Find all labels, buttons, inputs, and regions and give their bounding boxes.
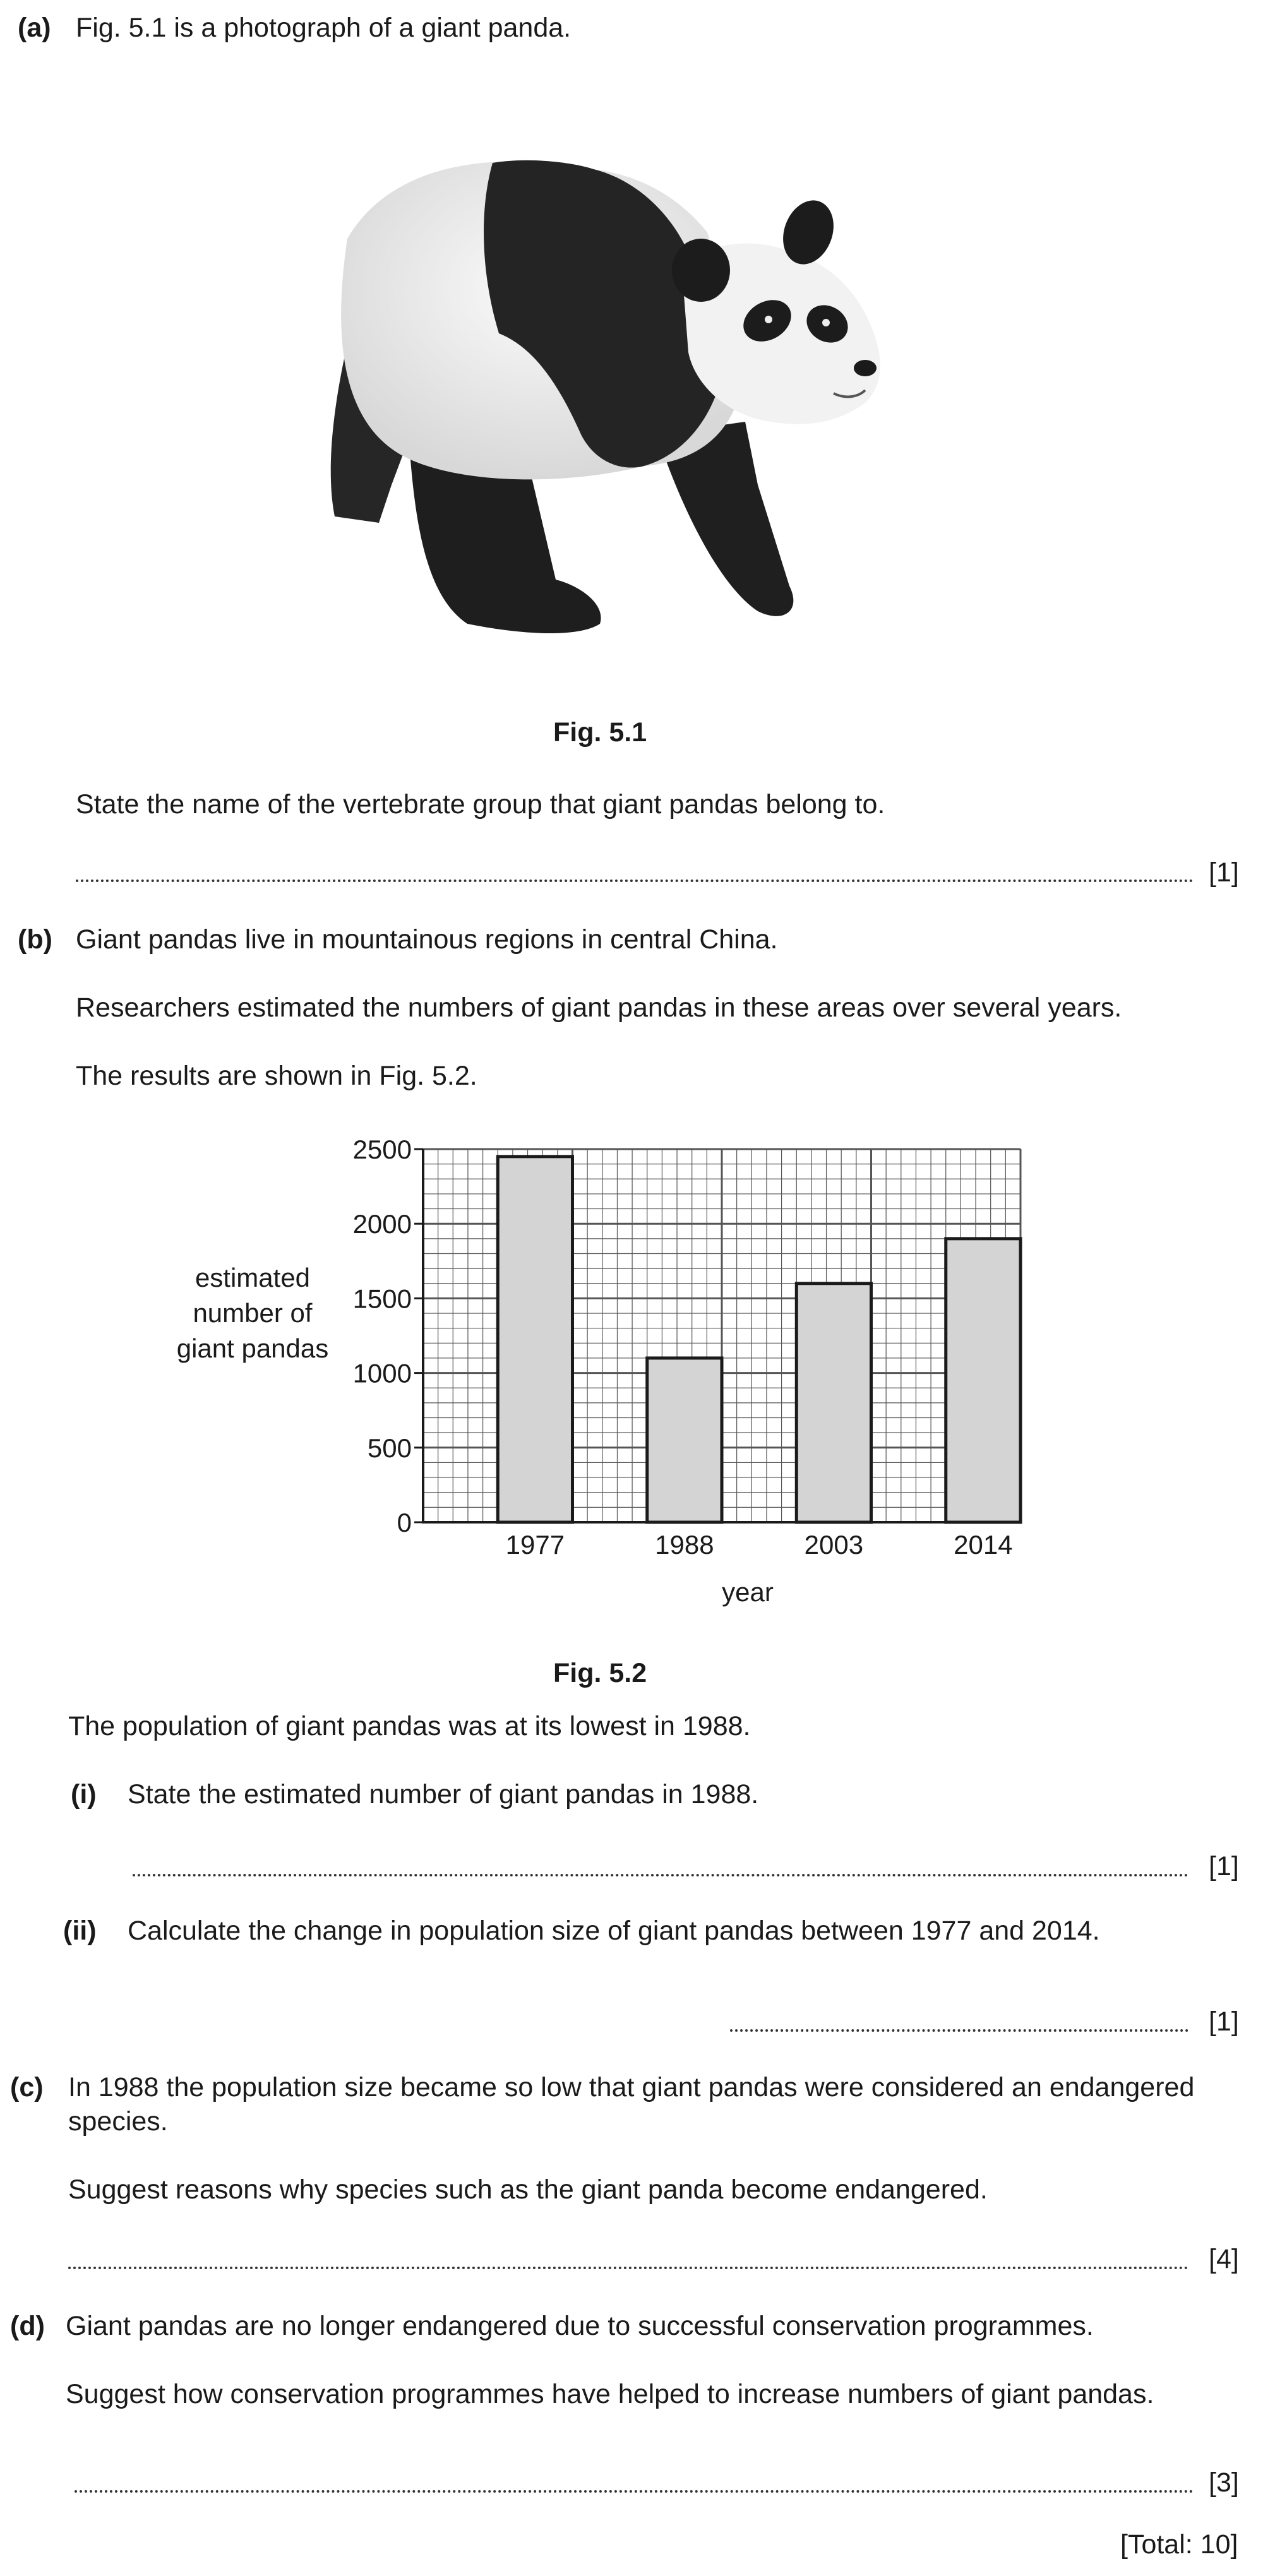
part-c-question: Suggest reasons why species such as the giant panda become endangered.	[68, 2174, 988, 2205]
fig-5-2-caption: Fig. 5.2	[553, 1658, 647, 1688]
chart-x-tick-labels	[506, 1530, 1013, 1559]
part-d-label: (d)	[10, 2311, 45, 2341]
y-tick-label: 500	[367, 1433, 412, 1463]
bar-1988	[647, 1358, 722, 1522]
part-b-label: (b)	[18, 924, 52, 955]
part-b-i-label: (i)	[71, 1779, 97, 1810]
giant-panda-photo	[202, 81, 998, 674]
part-a-question: State the name of the vertebrate group that giant pandas belong to.	[76, 789, 885, 820]
y-axis-label-line: number of	[193, 1298, 313, 1328]
chart-y-axis-label	[177, 1263, 329, 1363]
x-tick-label: 2014	[954, 1530, 1013, 1559]
part-b-lowest-text: The population of giant pandas was at its lowest in 1988.	[68, 1711, 751, 1741]
part-b-line3: The results are shown in Fig. 5.2.	[76, 1061, 477, 1091]
part-b-line2: Researchers estimated the numbers of giant pandas in these areas over several years.	[76, 993, 1122, 1023]
y-tick-label: 2000	[352, 1209, 412, 1239]
part-c-line1: In 1988 the population size became so low that giant pandas were considered an endangered	[68, 2072, 1195, 2102]
part-d-line1: Giant pandas are no longer endangered due to successful conservation programmes.	[66, 2311, 1094, 2341]
y-tick-label: 2500	[352, 1135, 412, 1164]
y-tick-label: 1500	[352, 1284, 412, 1314]
total-marks: [Total: 10]	[1120, 2529, 1238, 2560]
y-axis-label-line: giant pandas	[176, 1333, 329, 1363]
part-b-ii-question: Calculate the change in population size of giant pandas between 1977 and 2014.	[128, 1916, 1100, 1946]
part-b-ii-label: (ii)	[63, 1916, 97, 1946]
x-tick-label: 1988	[655, 1530, 714, 1559]
part-d-question: Suggest how conservation programmes have helped to increase numbers of giant pandas.	[66, 2379, 1154, 2409]
part-c-label: (c)	[10, 2072, 44, 2102]
answer-line-c[interactable]	[68, 2267, 1188, 2269]
y-axis-label-line: estimated	[195, 1263, 311, 1292]
part-d-marks: [3]	[1209, 2467, 1239, 2498]
part-a-marks: [1]	[1209, 857, 1239, 888]
x-tick-label: 1977	[505, 1530, 565, 1559]
chart-bars	[498, 1157, 1021, 1522]
part-b-i-question: State the estimated number of giant pandas in 1988.	[128, 1779, 759, 1810]
part-c-marks: [4]	[1209, 2244, 1239, 2274]
chart-y-tick-labels	[353, 1135, 423, 1537]
y-tick-label: 0	[397, 1508, 412, 1537]
part-b-ii-marks: [1]	[1209, 2007, 1239, 2037]
answer-line-a[interactable]	[76, 880, 1194, 882]
part-a-intro: Fig. 5.1 is a photograph of a giant panda.	[76, 13, 572, 43]
answer-line-b-i[interactable]	[133, 1874, 1188, 1876]
bar-1977	[498, 1157, 572, 1522]
part-b-line1: Giant pandas live in mountainous regions in central China.	[76, 924, 778, 955]
x-tick-label: 2003	[804, 1530, 864, 1559]
bar-2014	[946, 1239, 1021, 1522]
chart-x-axis-label: year	[722, 1577, 774, 1607]
answer-line-d[interactable]	[75, 2490, 1194, 2493]
part-a-label: (a)	[18, 13, 51, 43]
part-b-i-marks: [1]	[1209, 1851, 1239, 1881]
y-tick-label: 1000	[352, 1358, 412, 1388]
fig-5-1-caption: Fig. 5.1	[553, 717, 647, 748]
bar-2003	[796, 1284, 871, 1522]
part-c-line2: species.	[68, 2106, 168, 2137]
answer-line-b-ii[interactable]	[730, 2029, 1188, 2032]
population-bar-chart	[152, 1118, 1074, 1623]
